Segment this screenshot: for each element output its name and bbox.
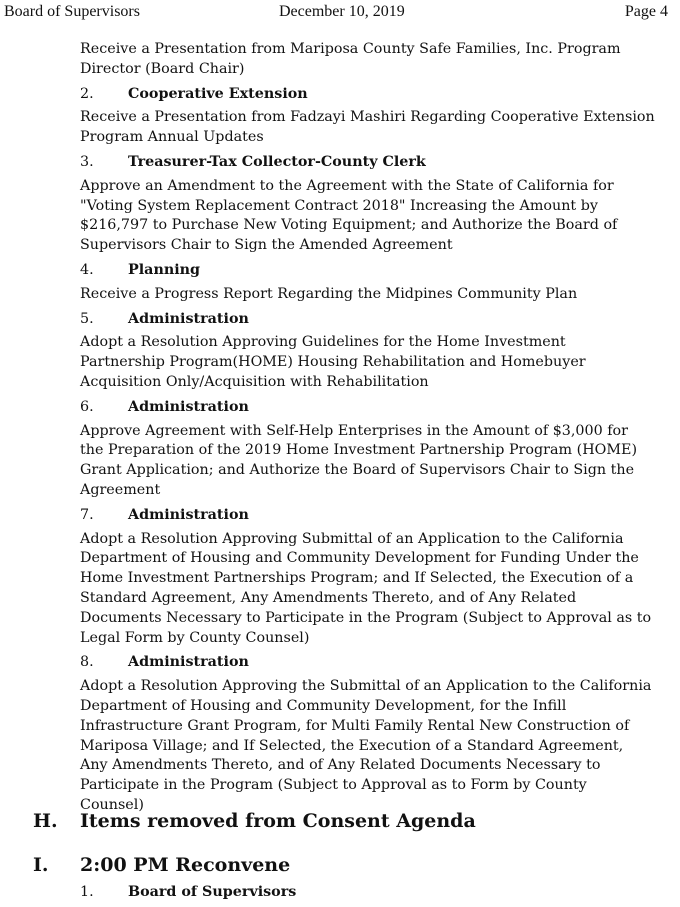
agenda-item-8-description: Adopt a Resolution Approving the Submittal of an Application to the California Department of Housing and Community Development, for the Infill Infrastructure Grant Program, for Multi Family Rental New Construction of Mariposa Village; and If Selected, the Execution of a Standard Agreement, Any Amendments Thereto, and of Any Related Documents Necessary to Participate in the Program (Subject to Approval as to Form by County Counsel) [80,678,652,813]
agenda-item-3-heading [80,153,655,173]
header-board-name: Board of Supervisors [4,3,140,20]
agenda-item-title: Treasurer-Tax Collector-County Clerk [128,153,426,170]
agenda-item-number: 3. [80,153,94,170]
agenda-item-number: 8. [80,654,94,671]
agenda-item-number: 4. [80,261,94,278]
agenda-item-4-heading [80,261,655,281]
agenda-item-title: Administration [128,506,249,523]
agenda-item-5-heading [80,310,655,330]
page-header [4,3,668,23]
section-letter: I. [33,854,49,876]
section-h-heading [33,810,476,832]
agenda-item-2-description: Receive a Presentation from Fadzayi Mashiri Regarding Cooperative Extension Program Annual Updates [80,109,655,146]
section-i-heading [33,854,290,876]
agenda-item-4-description: Receive a Progress Report Regarding the Midpines Community Plan [80,285,578,302]
agenda-item-title: Administration [128,654,249,671]
agenda-item-number: 5. [80,310,94,327]
section-letter: H. [33,810,58,832]
agenda-item-number: 7. [80,506,94,523]
section-title: Items removed from Consent Agenda [80,810,476,832]
agenda-item-title: Administration [128,310,249,327]
agenda-item-number: 1. [80,884,94,900]
agenda-item-5-description: Adopt a Resolution Approving Guidelines for the Home Investment Partnership Program(HOME) Housing Rehabilitation and Homebuyer Acquisition Only/Acquisition with Rehabilitation [80,334,586,390]
section-i-item-1-heading [80,884,296,900]
agenda-item-title: Board of Supervisors [128,884,297,900]
agenda-item-2-heading [80,85,655,105]
section-title: 2:00 PM Reconvene [80,854,291,876]
agenda-item-7-description: Adopt a Resolution Approving Submittal of an Application to the California Department of Housing and Community Development for Funding Under the Home Investment Partnerships Program; and If Selected, the Execution of a Standard Agreement, Any Amendments Thereto, and of Any Related Documents Necessary to Participate in the Program (Subject to Approval as to Legal Form by County Counsel) [80,530,652,646]
header-page-number: Page 4 [624,3,668,20]
header-date: December 10, 2019 [279,3,405,20]
agenda-item-8-heading [80,653,655,673]
agenda-content [80,40,655,821]
agenda-item-title: Administration [128,398,249,415]
intro-description: Receive a Presentation from Mariposa County Safe Families, Inc. Program Director (Board Chair) [80,41,621,77]
agenda-item-title: Cooperative Extension [128,85,308,102]
agenda-item-number: 2. [80,85,94,102]
agenda-item-3-description: Approve an Amendment to the Agreement with the State of California for "Voting System Replacement Contract 2018" Increasing the Amount by $216,797 to Purchase New Voting Equipment; and Authorize the Board of Supervisors Chair to Sign the Amended Agreement [80,177,618,254]
agenda-item-title: Planning [128,261,201,278]
agenda-item-7-heading [80,506,655,526]
agenda-item-6-description: Approve Agreement with Self-Help Enterprises in the Amount of $3,000 for the Preparation of the 2019 Home Investment Partnership Program (HOME) Grant Application; and Authorize the Board of Supervisors Chair to Sign the Agreement [80,422,638,498]
agenda-item-number: 6. [80,398,94,415]
agenda-item-6-heading [80,398,655,418]
